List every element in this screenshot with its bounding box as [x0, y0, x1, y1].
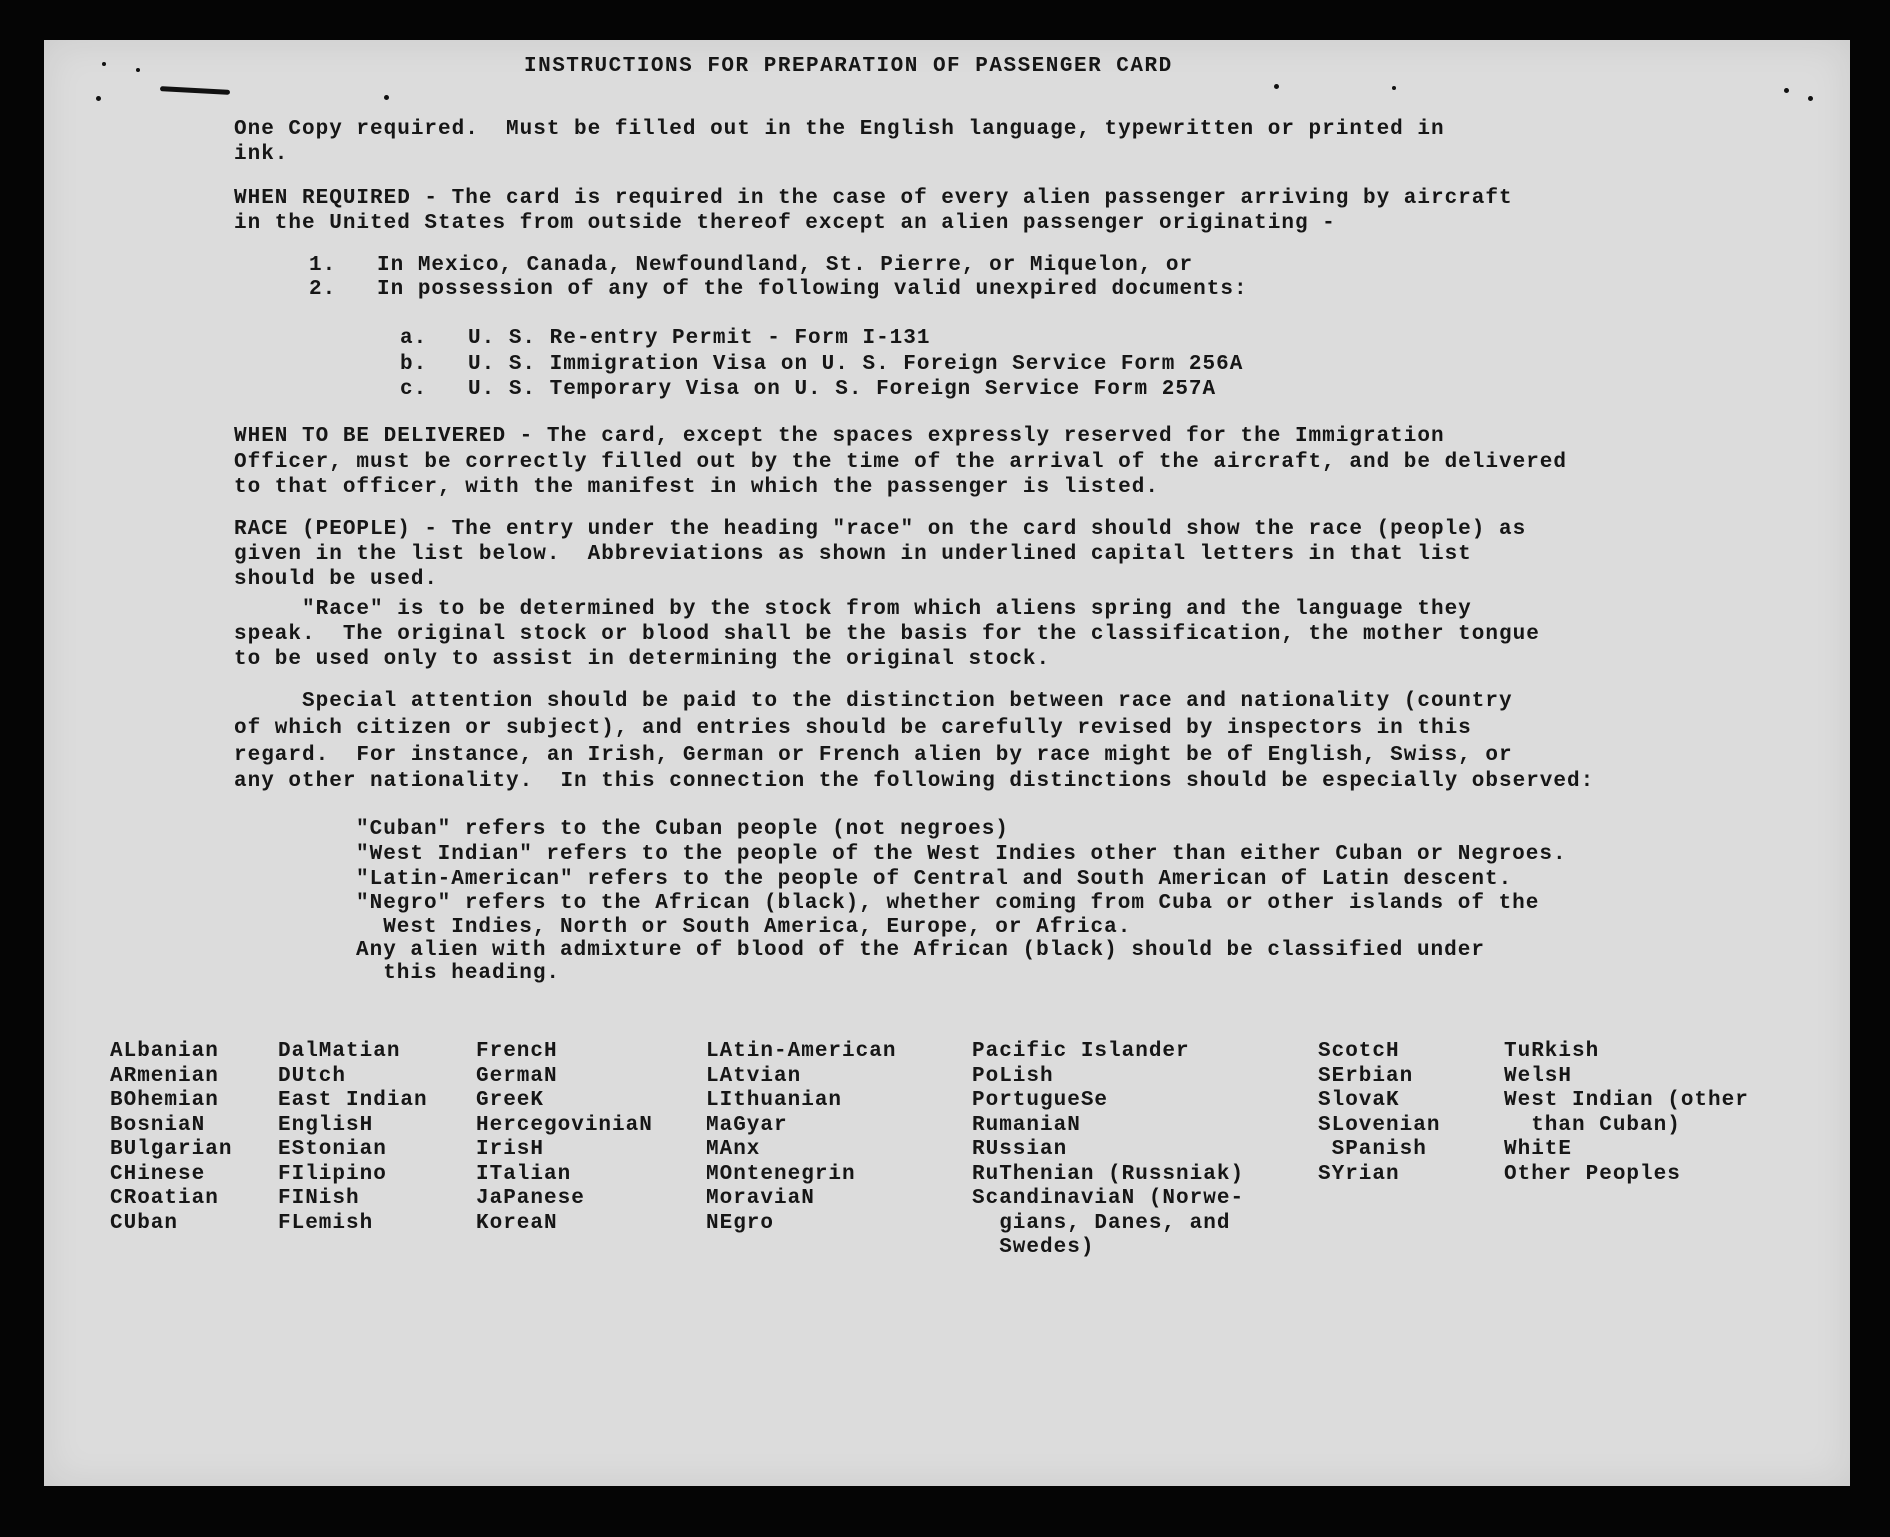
race-list-column-7	[1504, 1040, 1749, 1187]
when-required-line: WHEN REQUIRED - The card is required in the case of every alien passenger arriving by aircraft	[234, 187, 1513, 210]
race-entry: GreeK	[476, 1089, 545, 1112]
lettered-item: b. U. S. Immigration Visa on U. S. Foreign Service Form 256A	[400, 353, 1244, 376]
race-paragraph-line: "Race" is to be determined by the stock from which aliens spring and the language they	[234, 598, 1472, 621]
race-entry: LIthuanian	[706, 1089, 843, 1112]
race-entry: LAtvian	[706, 1064, 802, 1088]
numbered-item: 2. In possession of any of the following valid unexpired documents:	[309, 278, 1248, 301]
distinction-item: this heading.	[356, 962, 561, 985]
race-entry: ScotcH	[1318, 1040, 1400, 1063]
when-delivered-line: Officer, must be correctly filled out by the time of the arrival of the aircraft, and be delivered	[234, 451, 1568, 474]
race-entry: WhitE	[1504, 1138, 1573, 1161]
distinction-item: "Negro" refers to the African (black), whether coming from Cuba or other islands of the	[356, 892, 1540, 915]
document-title: INSTRUCTIONS FOR PREPARATION OF PASSENGER CARD	[524, 55, 1173, 78]
race-entry: ARmenian	[110, 1064, 219, 1088]
race-entry: BOhemian	[110, 1089, 219, 1112]
distinction-item: Any alien with admixture of blood of the African (black) should be classified under	[356, 939, 1485, 962]
intro-line: One Copy required. Must be filled out in the English language, typewritten or printed in	[234, 118, 1445, 141]
race-entry: PortugueSe	[972, 1089, 1109, 1112]
race-list-column-2	[278, 1040, 428, 1236]
race-entry: JaPanese	[476, 1187, 585, 1210]
lettered-item: a. U. S. Re-entry Permit - Form I-131	[400, 327, 931, 350]
race-entry: BosniaN	[110, 1113, 206, 1137]
distinction-item: "Latin-American" refers to the people of Central and South American of Latin descent.	[356, 868, 1513, 891]
race-entry: CUban	[110, 1211, 179, 1235]
race-paragraph-line: to be used only to assist in determining the original stock.	[234, 648, 1051, 671]
race-entry: HercegoviniaN	[476, 1113, 653, 1137]
race-entry: IrisH	[476, 1138, 545, 1161]
race-entry: MOntenegrin	[706, 1162, 856, 1186]
race-entry: TuRkish	[1504, 1040, 1600, 1063]
race-entry: Pacific Islander	[972, 1040, 1190, 1063]
when-delivered-line: WHEN TO BE DELIVERED - The card, except the spaces expressly reserved for the Immigration	[234, 425, 1445, 448]
race-entry: FINish	[278, 1187, 360, 1210]
race-entry: LAtin-American	[706, 1040, 897, 1063]
race-entry: DalMatian	[278, 1040, 401, 1063]
race-entry: SYrian	[1318, 1162, 1400, 1186]
race-entry: West Indian (other	[1504, 1089, 1749, 1112]
distinction-item: West Indies, North or South America, Europe, or Africa.	[356, 916, 1132, 939]
document-text	[44, 40, 1850, 1486]
race-entry: FIlipino	[278, 1162, 387, 1186]
race-line: given in the list below. Abbreviations as shown in underlined capital letters in that list	[234, 543, 1472, 566]
race-entry: ScandinaviaN (Norwe-	[972, 1187, 1245, 1210]
lettered-item: c. U. S. Temporary Visa on U. S. Foreign Service Form 257A	[400, 378, 1217, 401]
race-entry: CHinese	[110, 1162, 206, 1186]
race-entry: EStonian	[278, 1138, 387, 1161]
race-entry: RumaniaN	[972, 1113, 1081, 1137]
race-entry: FLemish	[278, 1211, 374, 1235]
race-entry: GermaN	[476, 1064, 558, 1088]
race-entry: SlovaK	[1318, 1089, 1400, 1112]
race-entry: SErbian	[1318, 1064, 1414, 1088]
numbered-item: 1. In Mexico, Canada, Newfoundland, St. Pierre, or Miquelon, or	[309, 254, 1194, 277]
race-entry: FrencH	[476, 1040, 558, 1063]
race-entry: East Indian	[278, 1089, 428, 1112]
race-list-column-3	[476, 1040, 653, 1236]
race-entry: MaGyar	[706, 1113, 788, 1137]
race-entry: NEgro	[706, 1211, 775, 1235]
race-entry: RUssian	[972, 1138, 1068, 1161]
race-entry: EnglisH	[278, 1113, 374, 1137]
race-entry: MoraviaN	[706, 1187, 815, 1210]
intro-line: ink.	[234, 143, 289, 166]
race-entry: than Cuban)	[1504, 1113, 1681, 1137]
race-entry: CRoatian	[110, 1187, 219, 1210]
race-entry: RuThenian (Russniak)	[972, 1162, 1245, 1186]
race-entry: gians, Danes, and	[972, 1211, 1231, 1235]
race-entry: SLovenian	[1318, 1113, 1441, 1137]
race-entry: SPanish	[1318, 1138, 1427, 1161]
race-list-column-6	[1318, 1040, 1440, 1187]
document-page	[44, 40, 1850, 1486]
race-list-column-1	[110, 1040, 232, 1236]
distinction-paragraph-line: of which citizen or subject), and entries should be carefully revised by inspectors in this	[234, 717, 1472, 740]
distinction-paragraph-line: Special attention should be paid to the distinction between race and nationality (country	[234, 690, 1513, 713]
race-line: should be used.	[234, 568, 439, 591]
distinction-paragraph-line: regard. For instance, an Irish, German or French alien by race might be of English, Swiss, or	[234, 744, 1513, 767]
race-entry: ITalian	[476, 1162, 572, 1186]
race-entry: MAnx	[706, 1138, 761, 1161]
distinction-item: "West Indian" refers to the people of the West Indies other than either Cuban or Negroes.	[356, 843, 1567, 866]
when-required-line: in the United States from outside thereof except an alien passenger originating -	[234, 212, 1336, 235]
race-entry: BUlgarian	[110, 1138, 233, 1161]
race-list-column-4	[706, 1040, 896, 1236]
race-entry: WelsH	[1504, 1064, 1573, 1088]
race-line: RACE (PEOPLE) - The entry under the heading "race" on the card should show the race (people) as	[234, 518, 1527, 541]
when-delivered-line: to that officer, with the manifest in which the passenger is listed.	[234, 476, 1159, 499]
race-entry: DUtch	[278, 1064, 347, 1088]
race-entry: ALbanian	[110, 1040, 219, 1063]
race-entry: PoLish	[972, 1064, 1054, 1088]
race-list-column-5	[972, 1040, 1244, 1261]
distinction-item: "Cuban" refers to the Cuban people (not negroes)	[356, 818, 1009, 841]
race-paragraph-line: speak. The original stock or blood shall be the basis for the classification, the mother tongue	[234, 623, 1540, 646]
race-entry: Swedes)	[972, 1236, 1095, 1259]
race-entry: Other Peoples	[1504, 1162, 1681, 1186]
distinction-paragraph-line: any other nationality. In this connection the following distinctions should be especially observed:	[234, 770, 1595, 793]
race-entry: KoreaN	[476, 1211, 558, 1235]
